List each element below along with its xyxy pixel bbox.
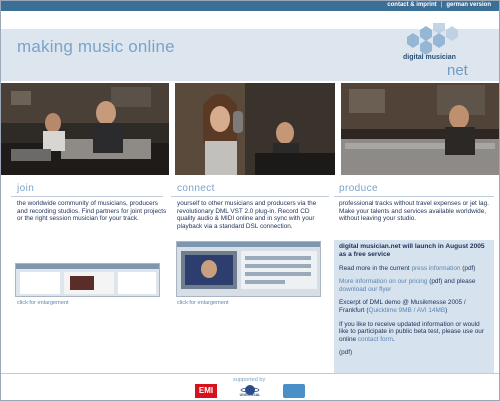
press-info-suffix: (pdf) bbox=[460, 264, 476, 272]
footer bbox=[1, 373, 499, 400]
demo-suffix: ) bbox=[445, 306, 448, 314]
contact-imprint-link[interactable]: contact & imprint bbox=[387, 2, 437, 8]
press-info-prefix: Read more in the current bbox=[339, 264, 412, 272]
german-version-link[interactable]: german version bbox=[446, 2, 491, 8]
emi-logo[interactable] bbox=[195, 384, 217, 398]
top-bar bbox=[1, 1, 499, 11]
connect-photo bbox=[175, 83, 335, 175]
join-text: the worldwide community of musicians, producers and recording studios. Find partners for joint projects or the right session musician for your track. bbox=[17, 200, 167, 223]
universal-logo-text: UNIVERSAL bbox=[239, 393, 261, 397]
beta-prefix: If you like to receive updated information or would like to participate in public beta test, please use our online bbox=[339, 320, 484, 343]
tagline: making music online bbox=[17, 37, 175, 56]
pricing-mid-text: (pdf) and please bbox=[427, 278, 476, 286]
beta-paragraph bbox=[339, 321, 489, 344]
connect-heading: connect bbox=[177, 183, 215, 194]
launch-info-box bbox=[334, 240, 494, 373]
produce-text: professional tracks without travel expenses or jet lag. Make your talents and services available worldwide, without leaving your studio. bbox=[339, 200, 489, 223]
pdf-note: (pdf) bbox=[339, 349, 353, 357]
beta-suffix: . bbox=[393, 335, 395, 343]
join-section bbox=[17, 183, 34, 194]
emi-logo-text: EMI bbox=[198, 386, 214, 395]
join-divider bbox=[11, 196, 163, 197]
logo-text: digital musician bbox=[403, 54, 456, 61]
contact-form-link[interactable]: contact form bbox=[357, 335, 394, 343]
demo-prefix: Excerpt of DML demo @ Musikmesse 2005 / Frankfurt ( bbox=[339, 299, 466, 314]
join-heading: join bbox=[17, 183, 35, 194]
connect-divider bbox=[171, 196, 329, 197]
produce-heading: produce bbox=[339, 183, 378, 194]
photo-strip bbox=[1, 83, 499, 175]
produce-section bbox=[339, 183, 378, 194]
universal-logo[interactable] bbox=[237, 384, 263, 398]
demo-paragraph bbox=[339, 299, 489, 314]
header bbox=[1, 11, 499, 83]
join-screenshot-thumb[interactable] bbox=[15, 263, 160, 297]
launch-headline: digital musician.net will launch in August 2005 as a free service bbox=[339, 243, 485, 258]
sponsor-badge-icon[interactable] bbox=[283, 384, 305, 398]
connect-text: yourself to other musicians and producers via the revolutionary DML VST 2.0 plug-in. Record CD quality audio & MIDI online and in sync with your playback via a standard DSL connection. bbox=[177, 200, 317, 230]
press-information-link[interactable]: press information bbox=[411, 264, 461, 272]
produce-photo bbox=[341, 83, 499, 175]
supported-by-label: supported by bbox=[233, 377, 266, 383]
hexagon-logo-icon[interactable] bbox=[395, 23, 495, 83]
connect-screenshot-thumb[interactable] bbox=[176, 241, 321, 297]
pricing-link[interactable]: More information on our pricing bbox=[339, 278, 428, 286]
logo-net-text: net bbox=[447, 62, 468, 79]
top-nav bbox=[387, 2, 491, 8]
demo-video-link[interactable]: Quicktime 9MB / AVI 14MB bbox=[368, 306, 446, 314]
download-flyer-link[interactable]: download our flyer bbox=[339, 285, 392, 293]
pricing-paragraph bbox=[339, 278, 489, 293]
press-info-paragraph bbox=[339, 265, 489, 273]
produce-divider bbox=[334, 196, 494, 197]
nav-separator: | bbox=[440, 2, 443, 8]
join-photo bbox=[1, 83, 169, 175]
connect-section bbox=[177, 183, 215, 194]
join-enlarge-link[interactable]: click for enlargement bbox=[17, 300, 69, 306]
connect-enlarge-link[interactable]: click for enlargement bbox=[177, 300, 229, 306]
